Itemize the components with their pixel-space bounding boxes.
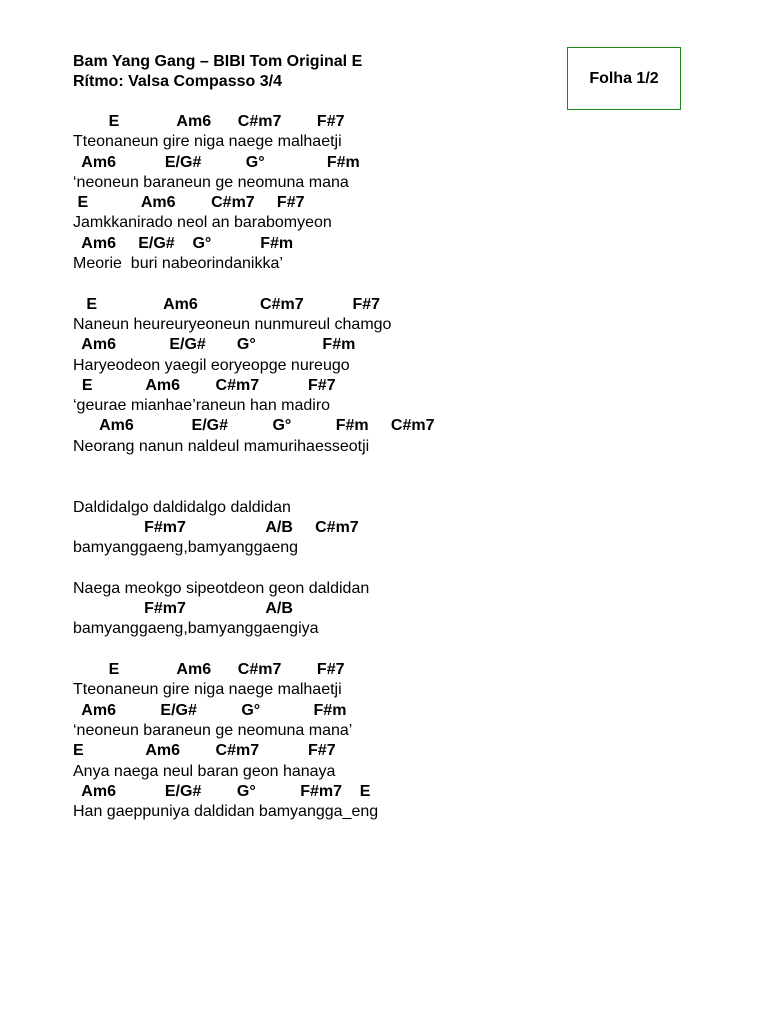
blank-line [73,274,434,294]
lyric-line: ‘neoneun baraneun ge neomuna mana [73,173,349,191]
chord-line: E Am6 C#m7 F#7 [73,661,345,679]
lyric-line: Anya naega neul baran geon hanaya [73,762,336,780]
page-indicator: Folha 1/2 [589,69,659,87]
lyric-line: Meorie buri nabeorindanikka’ [73,255,283,273]
lyric-line: bamyanggaeng,bamyanggaeng [73,539,299,557]
song-rhythm: Rítmo: Valsa Compasso 3/4 [73,73,282,90]
lyric-line: bamyanggaeng,bamyanggaengiya [73,620,319,638]
lyric-line: ‘geurae mianhae’raneun han madiro [73,397,331,415]
blank-line [73,477,434,497]
chord-line: F#m7 A/B C#m7 [73,518,359,536]
song-body [73,112,434,822]
lyric-line: Neorang nanun naldeul mamurihaesseotji [73,437,370,455]
chord-line: E Am6 C#m7 F#7 [73,376,336,394]
chord-line: Am6 E/G# G° F#m [73,701,347,719]
lyric-line: ‘neoneun baraneun ge neomuna mana’ [73,721,353,739]
lyric-line: Haryeodeon yaegil eoryeopge nureugo [73,356,350,374]
chord-line: E Am6 C#m7 F#7 [73,194,305,212]
lyric-line: Tteonaneun gire niga naege malhaetji [73,681,342,699]
lyric-line: Naneun heureuryeoneun nunmureul chamgo [73,315,392,333]
lyric-line: Han gaeppuniya daldidan bamyangga_eng [73,803,379,821]
song-header [73,52,362,92]
song-title: Bam Yang Gang – BIBI Tom Original E [73,53,363,70]
chord-line: Am6 E/G# G° F#m [73,234,294,252]
chord-line: E Am6 C#m7 F#7 [73,742,336,760]
lyric-line: Naega meokgo sipeotdeon geon daldidan [73,579,370,597]
page-indicator-box [567,47,681,110]
chord-line: F#m7 A/B [73,600,293,618]
lyric-line: Tteonaneun gire niga naege malhaetji [73,133,342,151]
chord-line: Am6 E/G# G° F#m [73,153,360,171]
chord-line: E Am6 C#m7 F#7 [73,113,345,130]
chord-line: Am6 E/G# G° F#m7 E [73,782,371,800]
blank-line [73,640,434,660]
blank-line [73,559,434,579]
lyric-line: Jamkkanirado neol an barabomyeon [73,214,332,232]
chord-line: Am6 E/G# G° F#m C#m7 [73,417,435,435]
lyric-line: Daldidalgo daldidalgo daldidan [73,498,291,516]
chord-line: E Am6 C#m7 F#7 [73,295,381,313]
chord-line: Am6 E/G# G° F#m [73,336,356,354]
blank-line [73,457,434,477]
